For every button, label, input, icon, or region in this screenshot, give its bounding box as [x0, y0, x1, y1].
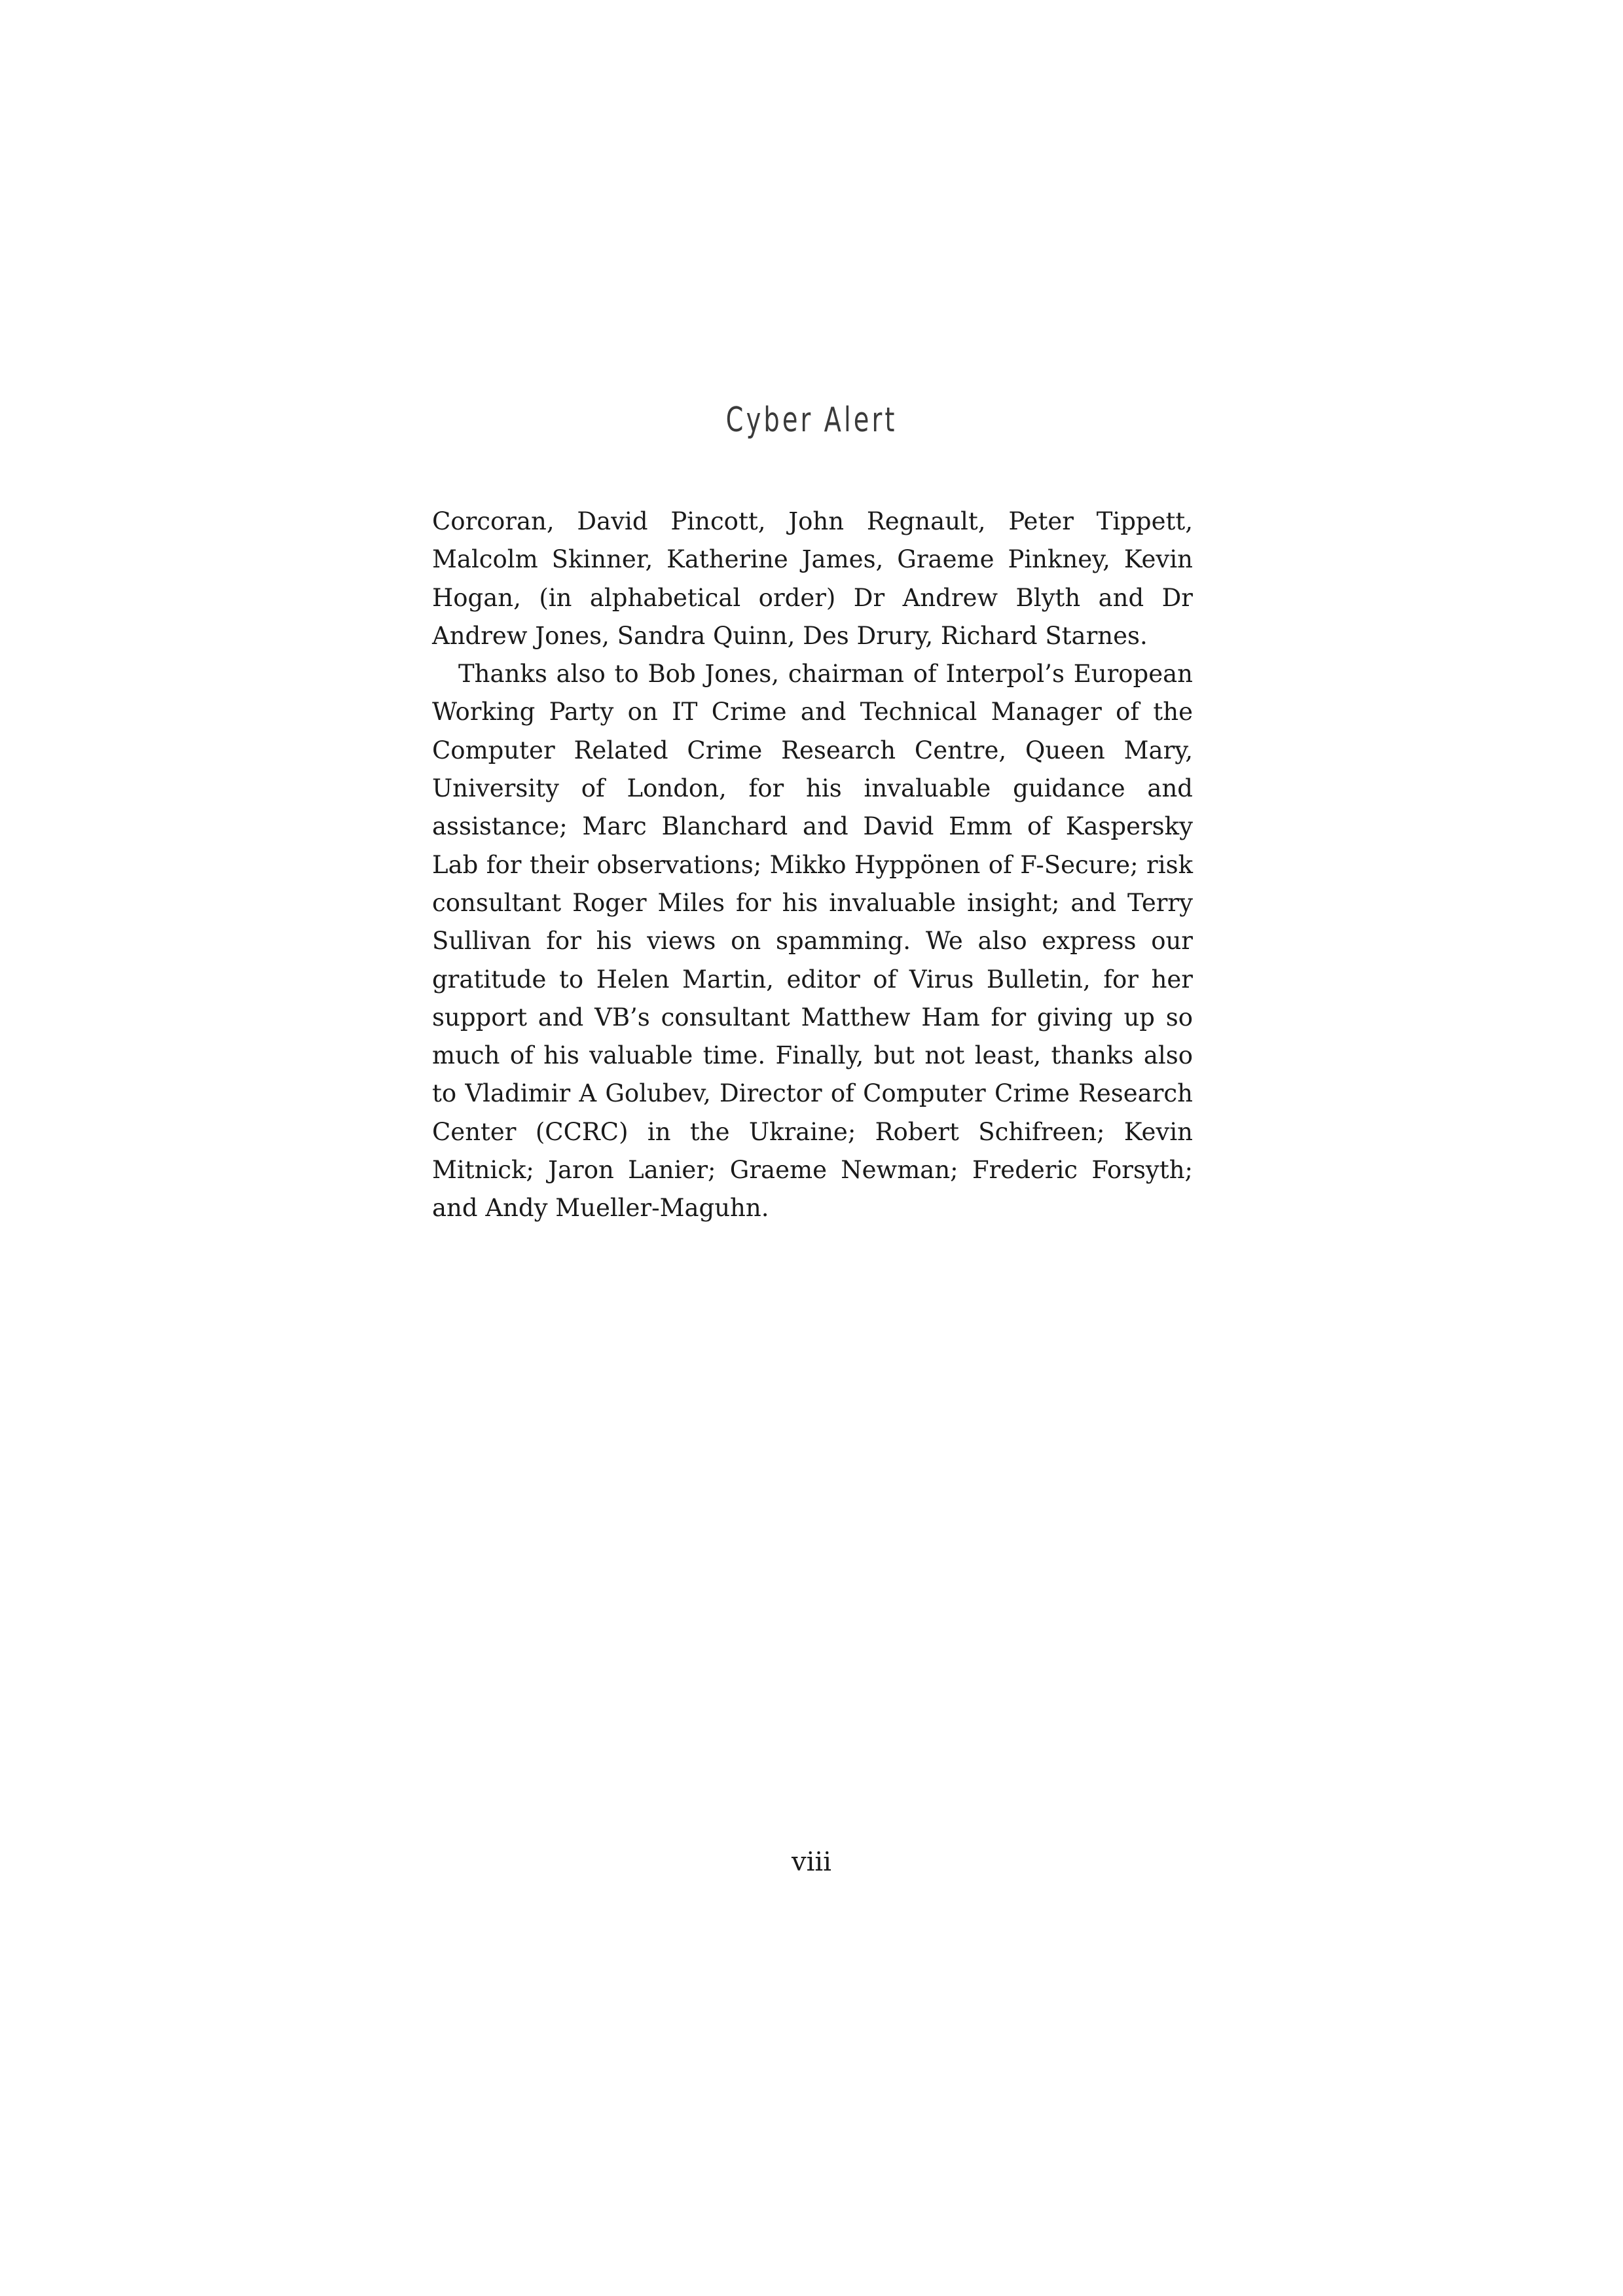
paragraph-continued: Corcoran, David Pincott, John Regnault, Peter Tippett, Malcolm Skinner, Katherine James, Graeme Pinkney, Kevin Hogan, (in alphabetical order) Dr Andrew Blyth and Dr Andrew Jones, Sandra Quinn, Des Drury, Richard Starnes. — [432, 507, 1193, 650]
body-text — [432, 503, 1193, 1228]
paragraph-thanks: Thanks also to Bob Jones, chairman of Interpol’s European Working Party on IT Crime and Technical Manager of the Computer Related Crime Research Centre, Queen Mary, University of London, for his invaluable guidance and assistance; Marc Blanchard and David Emm of Kaspersky Lab for their observations; Mikko Hyppönen of F-Secure; risk consultant Roger Miles for his invaluable insight; and Terry Sullivan for his views on spamming. We also express our gratitude to Helen Martin, editor of Virus Bulletin, for her support and VB’s consultant Matthew Ham for giving up so much of his valuable time. Finally, but not least, thanks also to Vladimir A Golubev, Director of Computer Crime Research Center (CCRC) in the Ukraine; Robert Schifreen; Kevin Mitnick; Jaron Lanier; Graeme Newman; Frederic Forsyth; and Andy Mueller-Maguhn. — [432, 660, 1193, 1223]
running-head-title: Cyber Alert — [725, 401, 898, 440]
page-number: viii — [792, 1847, 831, 1877]
